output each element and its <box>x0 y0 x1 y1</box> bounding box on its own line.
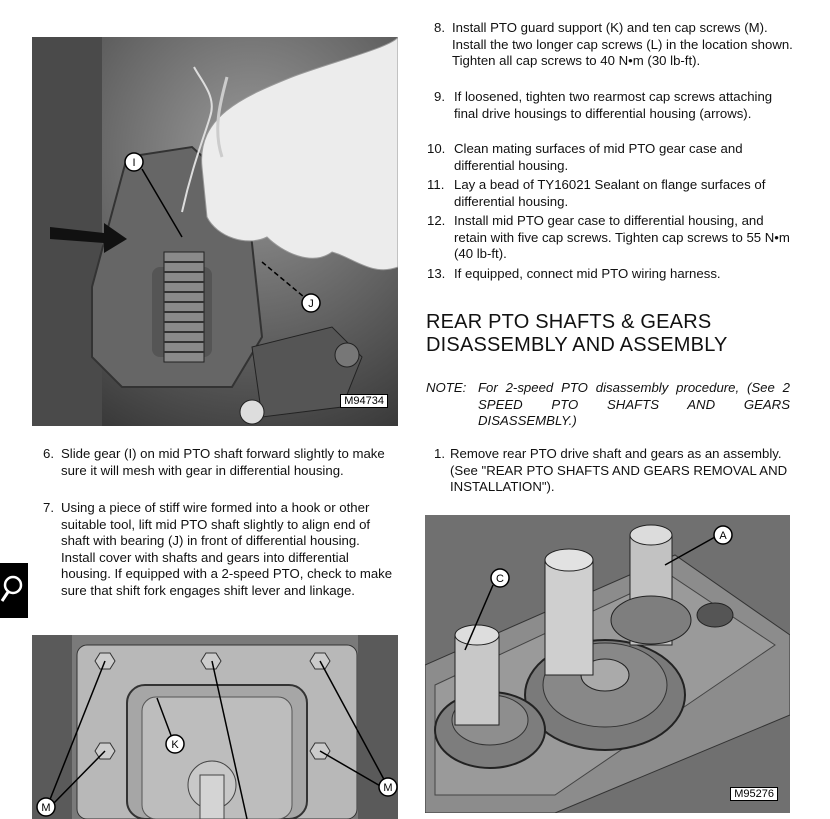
step-11 <box>427 177 794 210</box>
step-number: 13. <box>427 266 446 281</box>
note-text: For 2-speed PTO disassembly procedure, (See 2 SPEED PTO SHAFTS AND GEARS DISASSEMBLY.) <box>478 380 790 428</box>
step-number: 6. <box>43 446 54 461</box>
step-12 <box>427 213 794 263</box>
step-text: Install PTO guard support (K) and ten cap screws (M). Install the two longer cap screws (L) in the location shown. Tighten all cap screws to 40 N•m (30 lb-ft). <box>452 20 793 68</box>
step-text: Lay a bead of TY16021 Sealant on flange surfaces of differential housing. <box>454 177 766 209</box>
step-9 <box>434 89 794 122</box>
step-number: 12. <box>427 213 446 228</box>
step-number: 1. <box>434 446 445 461</box>
heading-line-2: DISASSEMBLY AND ASSEMBLY <box>426 334 728 356</box>
step-6 <box>43 446 393 479</box>
figure-code: M94734 <box>340 394 388 408</box>
step-number: 8. <box>434 20 445 35</box>
callout-c: C <box>496 573 504 585</box>
step-number: 10. <box>427 141 446 156</box>
step-text: Using a piece of stiff wire formed into a hook or other suitable tool, lift mid PTO shaft slightly to align end of shaft with bearing (J) in front of differential housing. Install cover with shafts and gears into differential housing. If equipped with a 2-speed PTO, check to make sure that shift fork engages shift lever and linkage. <box>61 500 393 598</box>
note-label: NOTE: <box>426 380 467 395</box>
step-text: If loosened, tighten two rearmost cap screws attaching final drive housings to differential housing (arrows). <box>454 89 773 121</box>
step-7 <box>43 500 393 599</box>
figure-rear-pto-shafts <box>425 515 790 813</box>
figure-mid-pto-gear-install <box>32 37 398 426</box>
step-number: 7. <box>43 500 54 515</box>
section-tab <box>0 563 28 618</box>
figure-pto-guard-support <box>32 635 398 819</box>
callout-k: K <box>171 739 179 751</box>
callout-m-left: M <box>41 802 51 814</box>
step-8 <box>434 20 794 70</box>
step-1 <box>434 446 794 496</box>
heading-line-1: REAR PTO SHAFTS & GEARS <box>426 311 712 333</box>
photo-guard-plate <box>32 635 398 819</box>
callout-a: A <box>719 530 727 542</box>
step-10 <box>427 141 794 174</box>
step-number: 9. <box>434 89 445 104</box>
step-text: Clean mating surfaces of mid PTO gear case and differential housing. <box>454 141 743 173</box>
step-text: Slide gear (I) on mid PTO shaft forward slightly to make sure it will mesh with gear in differential housing. <box>61 446 385 478</box>
photo-pto-gears <box>425 515 790 813</box>
step-number: 11. <box>427 177 445 192</box>
callout-m-right: M <box>383 782 393 794</box>
step-13 <box>427 266 794 283</box>
step-text: Install mid PTO gear case to differential housing, and retain with five cap screws. Tighten cap screws to 55 N•m (40 lb-ft). <box>454 213 790 261</box>
search-icon <box>0 563 28 618</box>
section-heading <box>426 311 826 357</box>
figure-code: M95276 <box>730 787 778 801</box>
photo-gear-case-hand <box>32 37 398 426</box>
callout-j: J <box>308 298 314 310</box>
step-text: Remove rear PTO drive shaft and gears as an assembly. (See "REAR PTO SHAFTS AND GEARS REMOVAL AND INSTALLATION"). <box>450 446 788 494</box>
callout-i: I <box>132 157 136 169</box>
step-text: If equipped, connect mid PTO wiring harness. <box>454 266 721 281</box>
